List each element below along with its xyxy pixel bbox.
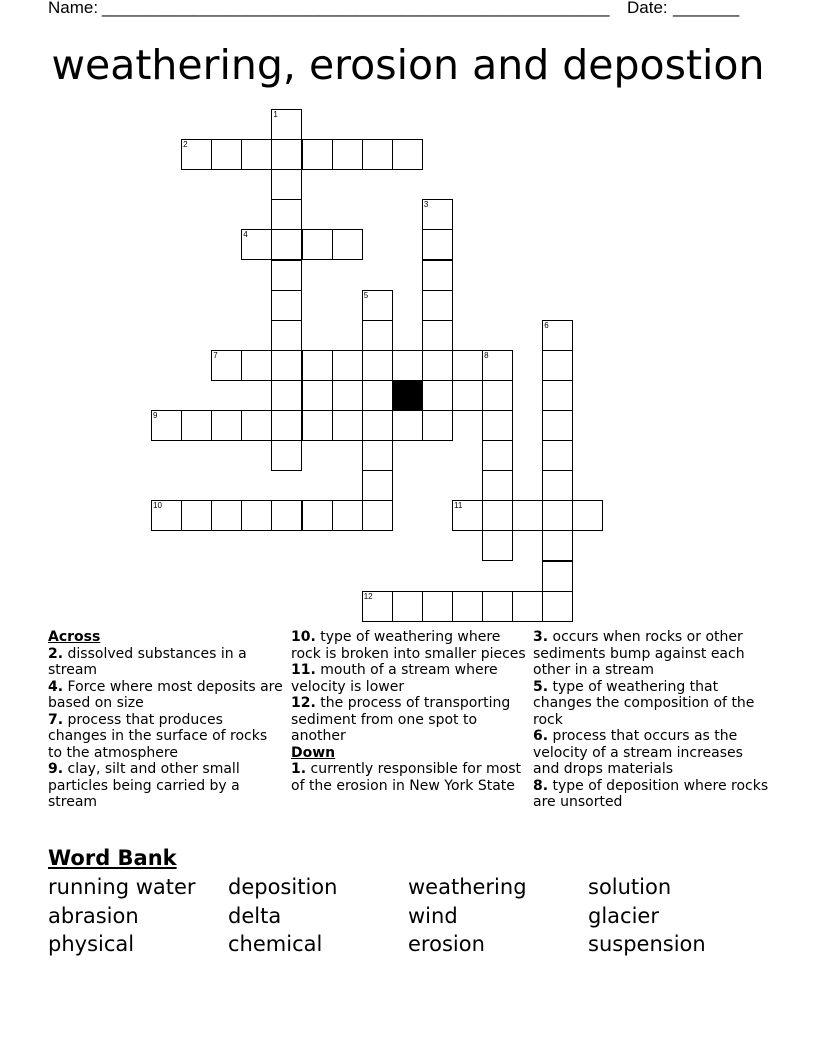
clue-item — [291, 761, 527, 794]
clue-item — [48, 646, 284, 679]
grid-cell[interactable] — [482, 440, 513, 471]
clue-text: occurs when rocks or other sediments bump against each other in a stream — [533, 629, 745, 678]
clue-number: 5 — [363, 290, 369, 300]
clue-number: 8 — [484, 350, 489, 360]
clue-text: Force where most deposits are based on size — [48, 678, 283, 711]
date-label: Date: — [627, 0, 668, 17]
clue-column-2 — [291, 629, 527, 794]
clue-text: mouth of a stream where velocity is lower — [291, 662, 498, 695]
grid-cell[interactable] — [271, 500, 302, 531]
grid-cell[interactable] — [422, 320, 453, 351]
word-bank-word: chemical — [228, 932, 323, 956]
clue-number: 6 — [544, 320, 549, 330]
grid-cell[interactable] — [542, 470, 573, 501]
grid-cell[interactable] — [302, 229, 333, 260]
clue-number: 12. — [291, 695, 316, 711]
grid-cell[interactable] — [332, 380, 363, 411]
grid-cell[interactable] — [422, 229, 453, 260]
grid-cell[interactable] — [211, 350, 242, 381]
grid-cell[interactable] — [422, 260, 453, 291]
grid-cell[interactable] — [362, 470, 393, 501]
grid-cell[interactable] — [181, 500, 212, 531]
clue-number: 9 — [153, 411, 158, 420]
grid-cell[interactable] — [392, 350, 423, 381]
clue-item — [291, 695, 527, 745]
date-line[interactable]: _______ — [673, 0, 740, 17]
grid-cell[interactable] — [362, 290, 393, 321]
grid-cell[interactable] — [271, 139, 302, 170]
word-bank-word: abrasion — [48, 904, 139, 928]
clue-text: type of deposition where rocks are unsorted — [533, 777, 769, 810]
clue-number: 4. — [48, 678, 64, 695]
grid-cell[interactable] — [332, 410, 363, 441]
clue-text: type of weathering that changes the composition of the rock — [533, 678, 755, 728]
grid-cell[interactable] — [542, 500, 573, 531]
clue-item — [48, 761, 284, 811]
grid-cell[interactable] — [422, 199, 453, 230]
clue-number: 12 — [363, 591, 373, 601]
grid-cell[interactable] — [151, 410, 182, 441]
clue-column-3 — [533, 629, 769, 811]
word-bank-word: erosion — [408, 932, 485, 956]
grid-cell[interactable] — [512, 591, 543, 622]
clue-item — [291, 662, 527, 695]
grid-cell[interactable] — [452, 500, 483, 531]
grid-cell[interactable] — [271, 199, 302, 230]
grid-cell[interactable] — [542, 530, 573, 561]
grid-cell[interactable] — [362, 350, 393, 381]
clue-item — [533, 728, 769, 778]
word-bank-word: suspension — [588, 932, 706, 956]
clue-number: 1. — [291, 761, 307, 777]
grid-cell[interactable] — [542, 410, 573, 441]
clue-number: 10. — [291, 629, 316, 645]
clue-item — [48, 712, 284, 762]
grid-cell[interactable] — [181, 139, 212, 170]
grid-cell[interactable] — [422, 350, 453, 381]
grid-cell[interactable] — [362, 139, 393, 170]
grid-cell[interactable] — [332, 350, 363, 381]
grid-cell[interactable] — [241, 500, 272, 531]
grid-cell[interactable] — [211, 410, 242, 441]
grid-cell[interactable] — [271, 109, 302, 140]
grid-cell[interactable] — [542, 380, 573, 411]
grid-cell[interactable] — [482, 380, 513, 411]
word-bank-word: weathering — [408, 875, 527, 899]
grid-cell[interactable] — [241, 410, 272, 441]
clue-item — [291, 629, 527, 662]
clue-number: 11. — [291, 662, 316, 678]
word-bank-word: running water — [48, 875, 196, 899]
grid-cell[interactable] — [422, 410, 453, 441]
grid-cell[interactable] — [482, 530, 513, 561]
clue-column-1 — [48, 629, 284, 811]
grid-cell[interactable] — [151, 500, 182, 531]
clue-item — [533, 679, 769, 729]
grid-cell[interactable] — [271, 410, 302, 441]
clue-item — [48, 679, 284, 712]
grid-cell[interactable] — [422, 290, 453, 321]
grid-cell[interactable] — [302, 410, 333, 441]
grid-cell[interactable] — [271, 290, 302, 321]
grid-cell[interactable] — [241, 350, 272, 381]
down-heading: Down — [291, 744, 336, 761]
grid-cell[interactable] — [482, 350, 513, 381]
grid-cell[interactable] — [302, 500, 333, 531]
grid-cell[interactable] — [452, 350, 483, 381]
grid-cell[interactable] — [542, 440, 573, 471]
grid-cell[interactable] — [542, 350, 573, 381]
grid-cell[interactable] — [512, 500, 543, 531]
grid-cell[interactable] — [271, 229, 302, 260]
grid-cell[interactable] — [271, 320, 302, 351]
grid-cell[interactable] — [482, 591, 513, 622]
black-square — [392, 380, 423, 411]
grid-cell[interactable] — [271, 350, 302, 381]
name-line[interactable]: ________________________________________________________ — [102, 0, 610, 17]
across-heading: Across — [48, 629, 101, 645]
clue-number: 8. — [533, 777, 549, 794]
page-title: weathering, erosion and depostion — [51, 41, 765, 89]
grid-cell[interactable] — [482, 410, 513, 441]
grid-cell[interactable] — [271, 440, 302, 471]
clue-number: 9. — [48, 761, 64, 777]
grid-cell[interactable] — [181, 410, 212, 441]
grid-cell[interactable] — [362, 380, 393, 411]
word-bank-word: solution — [588, 875, 672, 899]
grid-cell[interactable] — [362, 410, 393, 441]
clue-number: 1 — [273, 110, 278, 119]
grid-cell[interactable] — [572, 500, 603, 531]
grid-cell[interactable] — [302, 350, 333, 381]
clue-number: 7. — [48, 711, 64, 728]
clue-text: process that occurs as the velocity of a stream increases and drops materials — [533, 728, 743, 777]
clue-item — [533, 629, 769, 679]
clue-number: 4 — [243, 230, 248, 240]
grid-cell[interactable] — [332, 229, 363, 260]
grid-cell[interactable] — [392, 591, 423, 622]
grid-cell[interactable] — [271, 380, 302, 411]
clue-number: 5. — [533, 678, 549, 695]
grid-cell[interactable] — [362, 591, 393, 622]
grid-cell[interactable] — [302, 380, 333, 411]
clue-text: dissolved substances in a stream — [48, 645, 247, 678]
clue-number: 3 — [423, 200, 429, 210]
word-bank-word: deposition — [228, 875, 338, 899]
grid-cell[interactable] — [452, 591, 483, 622]
grid-cell[interactable] — [452, 380, 483, 411]
clue-text: type of weathering where rock is broken into smaller pieces — [291, 629, 526, 662]
clue-text: process that produces changes in the surface of rocks to the atmosphere — [48, 711, 268, 761]
grid-cell[interactable] — [211, 139, 242, 170]
grid-cell[interactable] — [362, 440, 393, 471]
grid-cell[interactable] — [542, 320, 573, 351]
clue-number: 10 — [153, 501, 162, 511]
clue-number: 2 — [183, 140, 188, 150]
name-label: Name: — [48, 0, 99, 17]
clue-text: clay, silt and other small particles being carried by a stream — [48, 761, 240, 810]
word-bank-word: physical — [48, 932, 135, 956]
grid-cell[interactable] — [392, 410, 423, 441]
clue-number: 11 — [454, 501, 463, 511]
clue-number: 7 — [213, 350, 218, 360]
word-bank-word: delta — [228, 904, 282, 928]
grid-cell[interactable] — [332, 139, 363, 170]
grid-cell[interactable] — [241, 139, 272, 170]
grid-cell[interactable] — [392, 139, 423, 170]
clue-number: 3. — [533, 629, 549, 645]
grid-cell[interactable] — [482, 500, 513, 531]
grid-cell[interactable] — [542, 591, 573, 622]
clue-number: 6. — [533, 728, 549, 744]
clue-text: currently responsible for most of the erosion in New York State — [291, 761, 522, 794]
word-bank-word: glacier — [588, 904, 659, 928]
grid-cell[interactable] — [482, 470, 513, 501]
grid-cell[interactable] — [362, 500, 393, 531]
grid-cell[interactable] — [271, 169, 302, 200]
clue-number: 2. — [48, 645, 64, 662]
grid-cell[interactable] — [241, 229, 272, 260]
clue-text: the process of transporting sediment from one spot to another — [291, 695, 511, 744]
clue-item — [533, 778, 769, 811]
grid-cell[interactable] — [211, 500, 242, 531]
word-bank-title: Word Bank — [48, 846, 177, 870]
grid-cell[interactable] — [271, 260, 302, 291]
grid-cell[interactable] — [542, 561, 573, 592]
grid-cell[interactable] — [362, 320, 393, 351]
word-bank-word: wind — [408, 904, 458, 928]
grid-cell[interactable] — [422, 591, 453, 622]
grid-cell[interactable] — [302, 139, 333, 170]
grid-cell[interactable] — [332, 500, 363, 531]
